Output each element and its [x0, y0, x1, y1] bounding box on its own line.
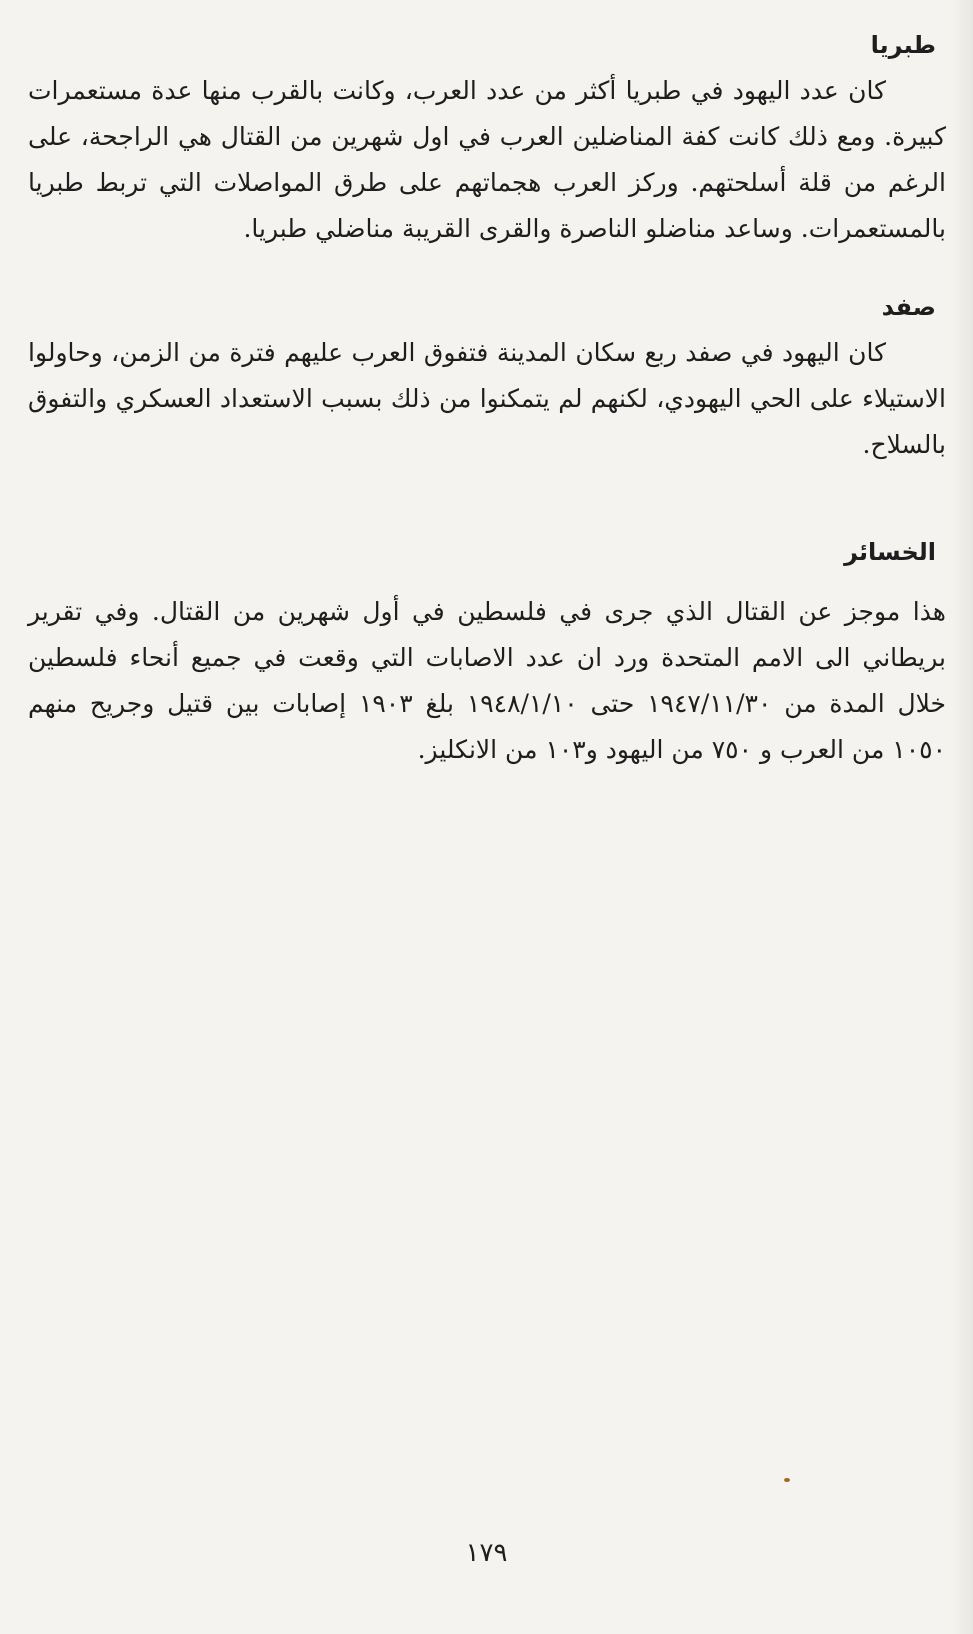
section-losses [28, 537, 946, 773]
page-edge-shadow [953, 0, 973, 1634]
section-heading-safad: صفد [881, 293, 936, 321]
paper-speck [784, 1478, 790, 1482]
section-heading-tiberias: طبريا [870, 31, 936, 59]
paragraph-losses: هذا موجز عن القتال الذي جرى في فلسطين في أول شهرين من القتال. وفي تقرير بريطاني الى الامم المتحدة ورد ان عدد الاصابات التي وقعت في جميع أنحاء فلسطين خلال المدة من ١٩٤٧/١١/٣٠ حتى ١٩٤٨/١/١٠ بلغ ١٩٠٣ إصابات بين قتيل وجريح منهم ١٠٥٠ من العرب و ٧٥٠ من اليهود و١٠٣ من الانكليز. [28, 597, 946, 764]
paragraph-safad: كان اليهود في صفد ربع سكان المدينة فتفوق العرب عليهم فترة من الزمن، وحاولوا الاستيلاء على الحي اليهودي، لكنهم لم يتمكنوا من ذلك بسبب الاستعداد العسكري والتفوق بالسلاح. [28, 338, 946, 459]
section-heading-losses: الخسائر [844, 538, 936, 566]
section-tiberias [28, 30, 946, 252]
section-safad [28, 292, 946, 468]
page-number: ١٧٩ [465, 1538, 508, 1568]
paragraph-tiberias: كان عدد اليهود في طبريا أكثر من عدد العرب، وكانت بالقرب منها عدة مستعمرات كبيرة. ومع ذلك كانت كفة المناضلين العرب في اول شهرين من القتال هي الراجحة، على الرغم من قلة أسلحتهم. وركز العرب هجماتهم على طرق المواصلات التي تربط طبريا بالمستعمرات. وساعد مناضلو الناصرة والقرى القريبة مناضلي طبريا. [28, 76, 946, 243]
